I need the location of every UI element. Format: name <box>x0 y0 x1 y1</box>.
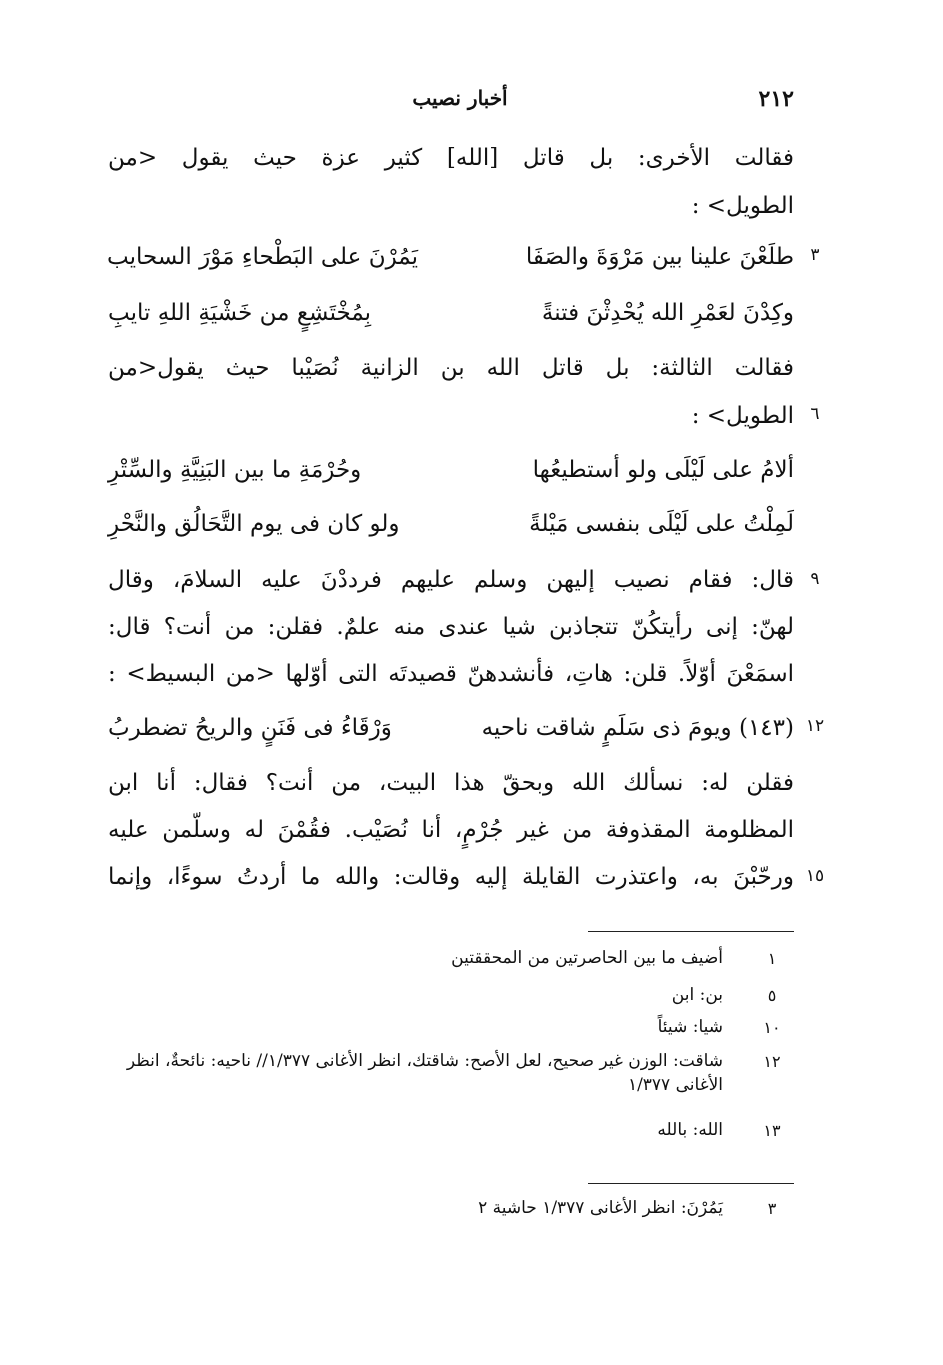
footnote-text: أضيف ما بين الحاصرتين من المحققتين <box>451 948 723 968</box>
body-line: قال: فقام نصيب إليهن وسلم عليهم فرددْنَ عليه السلامَ، وقال <box>108 567 794 593</box>
footnote-rule <box>588 931 794 932</box>
line-number: ٩ <box>810 569 820 589</box>
body-line: الطويل> : <box>691 403 794 429</box>
body-line: فقلن له: نسألك الله وبحقّ هذا البيت، من أنت؟ فقال: أنا ابن <box>108 770 794 796</box>
verse-second-hemistich: بِمُخْتَشِعٍ من خَشْيَةِ اللهِ تايبِ <box>108 300 372 326</box>
body-line: فقالت الثالثة: بل قاتل الله بن الزانية نُصَيْبا حيث يقول<من <box>108 355 794 381</box>
footnote-number: ٣ <box>767 1199 777 1218</box>
verse-second-hemistich: وحُرْمَةِ ما بين البَنِيَّةِ والسِّتْرِ <box>108 457 362 483</box>
footnote-number: ١٢ <box>763 1052 781 1071</box>
page-number: ٢١٢ <box>758 86 794 112</box>
running-title: أخبار نصيب <box>412 86 508 110</box>
body-line: الطويل> : <box>691 193 794 219</box>
verse-second-hemistich: وَرْقَاءُ فى فَنَنٍ والريحُ تضطربُ <box>108 715 392 741</box>
verse-first-hemistich: ألامُ على لَيْلَى ولو أستطيعُها <box>532 457 794 483</box>
footnote-text: بن: ابن <box>671 985 723 1005</box>
line-number: ١٥ <box>805 866 825 886</box>
footnote-number: ١٣ <box>763 1121 781 1140</box>
footnote-text: شاقت: الوزن غير صحيح، لعل الأصح: شاقتك، انظر الأغانى ١/٣٧٧// ناحيه: نائحةٌ، انظر الأغانى ١/٣٧٧ <box>126 1051 723 1095</box>
body-line: المظلومة المقذوفة من غير جُرْمٍ، أنا نُصَيْب. فقُمْنَ له وسلّمن عليه <box>108 817 794 843</box>
footnote-text: يَمُرْنَ: انظر الأغانى ١/٣٧٧ حاشية ٢ <box>478 1198 723 1218</box>
footnote-text: الله: بالله <box>657 1120 723 1140</box>
verse-first-hemistich: (١٤٣) ويومَ ذى سَلَمٍ شاقت ناحيه <box>481 715 794 741</box>
footnote-number: ١ <box>767 949 777 968</box>
line-number: ٦ <box>810 404 820 424</box>
footnote-text: شيا: شيئاً <box>657 1017 723 1037</box>
verse-first-hemistich: لَمِلْتُ على لَيْلَى بنفسى مَيْلةً <box>529 511 794 537</box>
line-number: ٣ <box>810 245 820 265</box>
body-line: ورحّبْنَ به، واعتذرت القايلة إليه وقالت: والله ما أردتُ سوءًا، وإنما <box>108 864 794 890</box>
body-line: اسمَعْنَ أوّلاً. قلن: هاتِ، فأنشدهنّ قصيدتَه التى أوّلها <من البسيط> : <box>108 661 794 687</box>
verse-first-hemistich: وكِدْنَ لعَمْرِ الله يُحْدِثْنَ فتنةً <box>541 300 794 326</box>
footnote-number: ٥ <box>767 986 777 1005</box>
verse-second-hemistich: يَمُرْنَ على البَطْحاءِ مَوْرَ السحايب <box>107 244 418 270</box>
line-number: ١٢ <box>805 716 825 736</box>
verse-first-hemistich: طلَعْنَ علينا بين مَرْوَةَ والصَفَا <box>525 244 794 270</box>
body-line: لهنّ: إنى رأيتكُنّ تتجاذبن شيا عندى منه علمٌ. فقلن: من أنت؟ قال: <box>108 614 794 640</box>
verse-second-hemistich: ولو كان فى يوم التَّحَالُق والنَّحْرِ <box>108 511 400 537</box>
body-line: فقالت الأخرى: بل قاتل [الله] كثير عزة حيث يقول <من <box>108 145 794 171</box>
footnote-rule <box>588 1183 794 1184</box>
footnote-number: ١٠ <box>763 1018 781 1037</box>
